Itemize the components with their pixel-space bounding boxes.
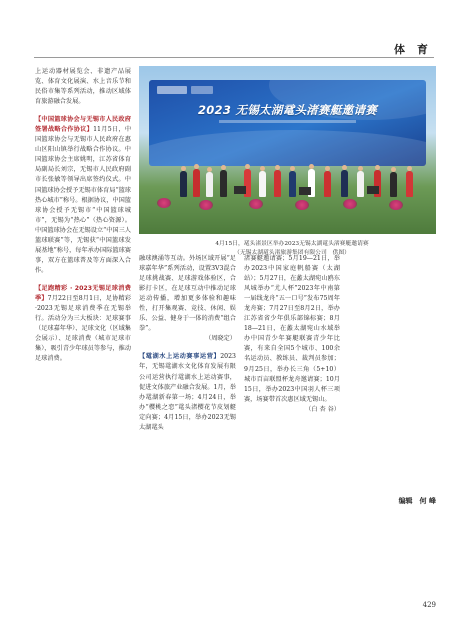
flower-pot bbox=[389, 200, 403, 210]
section-heading-football: 【足跑精彩 · 2023无锡足球消费季】 bbox=[35, 284, 131, 302]
text-column-1 bbox=[35, 67, 131, 364]
person bbox=[206, 172, 213, 197]
sponsor-logo bbox=[191, 86, 213, 94]
person bbox=[341, 170, 348, 197]
spacer bbox=[139, 344, 236, 352]
flower-pot bbox=[157, 198, 171, 208]
flower-pot bbox=[249, 199, 263, 209]
person bbox=[324, 171, 331, 197]
text-column-2 bbox=[139, 254, 236, 433]
spacer bbox=[35, 276, 131, 284]
event-photo bbox=[139, 66, 436, 234]
person bbox=[390, 172, 397, 197]
podium bbox=[367, 186, 379, 194]
contributor-signature: （周晓定） bbox=[205, 335, 236, 343]
section-heading-water-sports: 【鼋湖水上运动赛事运营】 bbox=[139, 353, 221, 361]
editor-byline: 编辑 何 峰 bbox=[398, 497, 436, 505]
paragraph: 渚赛艇邀请赛；5月19—21日，举办2023中国家庭帆船赛（太湖站）；5月27日，在蠡太湖宛山鸥东风城举办“尤人杯”2023年中南第一届线龙舟“五一口号”发布75周年龙舟赛；7月27日至8月2日，举办江苏省省少年俱乐部锦标赛；8月18—21日，在蠡太湖宛山水域举办中国青少年赛艇联赛青少年比赛，有来自全国5个城市、100余名运动员、教练员、裁判员参加；9月25日，举办长三角（5+10）城市百亩联盟杯龙舟邀请赛；10月15日，举办2023中国羽人杯三项赛，场赛带首次惠区域无锡山。 bbox=[244, 255, 340, 403]
banner-wave bbox=[149, 130, 426, 166]
person bbox=[289, 171, 296, 197]
caption-credit: （无锡太湖鼋头渚旅游集团有限公司 供图） bbox=[234, 250, 350, 256]
flower-pot bbox=[295, 200, 309, 210]
section-text-water-sports: 2023年，无锡鼋湖水文化体育发展有限公司运营执行鼋湖水上运动赛事，促进文体旅产业融合发展。1月，举办鼋湖新春第一场；4月24日，举办“樱桃之恋”鼋头渚樱花节皮划艇定向赛；4月15日，举办2023无锡太湖鼋头 bbox=[139, 353, 236, 431]
header-divider bbox=[34, 57, 434, 58]
person bbox=[357, 171, 364, 197]
flower-pot bbox=[343, 199, 357, 209]
banner-title: 2023 无锡太湖鼋头渚赛艇邀请赛 bbox=[197, 103, 378, 117]
spacer bbox=[35, 107, 131, 115]
podium bbox=[299, 187, 311, 195]
person bbox=[259, 171, 266, 197]
person bbox=[180, 171, 187, 197]
caption-line: 4月15日，鼋头渚景区举办2023无锡太湖鼋头渚赛艇邀请赛 bbox=[215, 241, 369, 247]
text-column-3 bbox=[244, 254, 340, 415]
podium bbox=[234, 186, 246, 194]
flower-pot bbox=[199, 200, 213, 210]
section-heading-basketball: 【中国篮球协会与无锡市人民政府签署战略合作协议】 bbox=[35, 116, 131, 134]
person bbox=[193, 169, 200, 197]
section-title: 体 育 bbox=[394, 43, 432, 56]
page-number: 429 bbox=[422, 601, 436, 609]
sponsor-logo bbox=[157, 86, 187, 94]
section-text-football: 7月22日至8月1日，足协精彩·2023无锡足球消费季在无锡举行。活动分为三大板块：足球赛事（足球嘉年华）、足球文化（区域集会展示）、足球消费（城市足球市集），吸引青少年球员等参与，推动足球消费。 bbox=[35, 294, 132, 363]
person bbox=[220, 170, 227, 197]
event-banner bbox=[149, 80, 426, 166]
paragraph: 融球澳涌等互动。外场区域开展“足球嘉年华”系列活动，设置3V3混合足球挑战赛、足球游戏体验区，合影打卡区，在足球互动中推动足球运动传播，增加更多体验和趣味性，打开集观赛、竞技、休闲、娱乐、公益、健身于一体的消费“组合拳”。 bbox=[139, 255, 236, 333]
person bbox=[406, 171, 413, 197]
banner-subline bbox=[219, 120, 356, 123]
intro-paragraph: 上运动器材展览会、非遗产品展览、体育文化展演、水上音乐节和民俗市集等系列活动，推动区域体育旅游融合发展。 bbox=[35, 68, 131, 106]
contributor-signature: （白 杏 谷） bbox=[305, 405, 340, 413]
person bbox=[274, 170, 281, 197]
section-text-basketball: 11月5日，中国篮球协会与无锡市人民政府在惠山区阳山镇举行战略合作协议。中国篮球协会主席姚明，江苏省体育局副局长刘宗，无锡市人民政府副市长张敏等领导出席签约仪式。中国篮球协会授予无锡市体育局“篮球热心城市”称号。根据协议，中国篮球协会授予无锡市“中国篮球城市”，无锡为“热心”（热心资源）。中国篮球协会在无锡设立“中国三人篮球联赛”等，无锡获“中国篮球发展基地”称号，每年承办国际篮球赛事，双方在篮球普及等方面深入合作。 bbox=[35, 126, 132, 274]
